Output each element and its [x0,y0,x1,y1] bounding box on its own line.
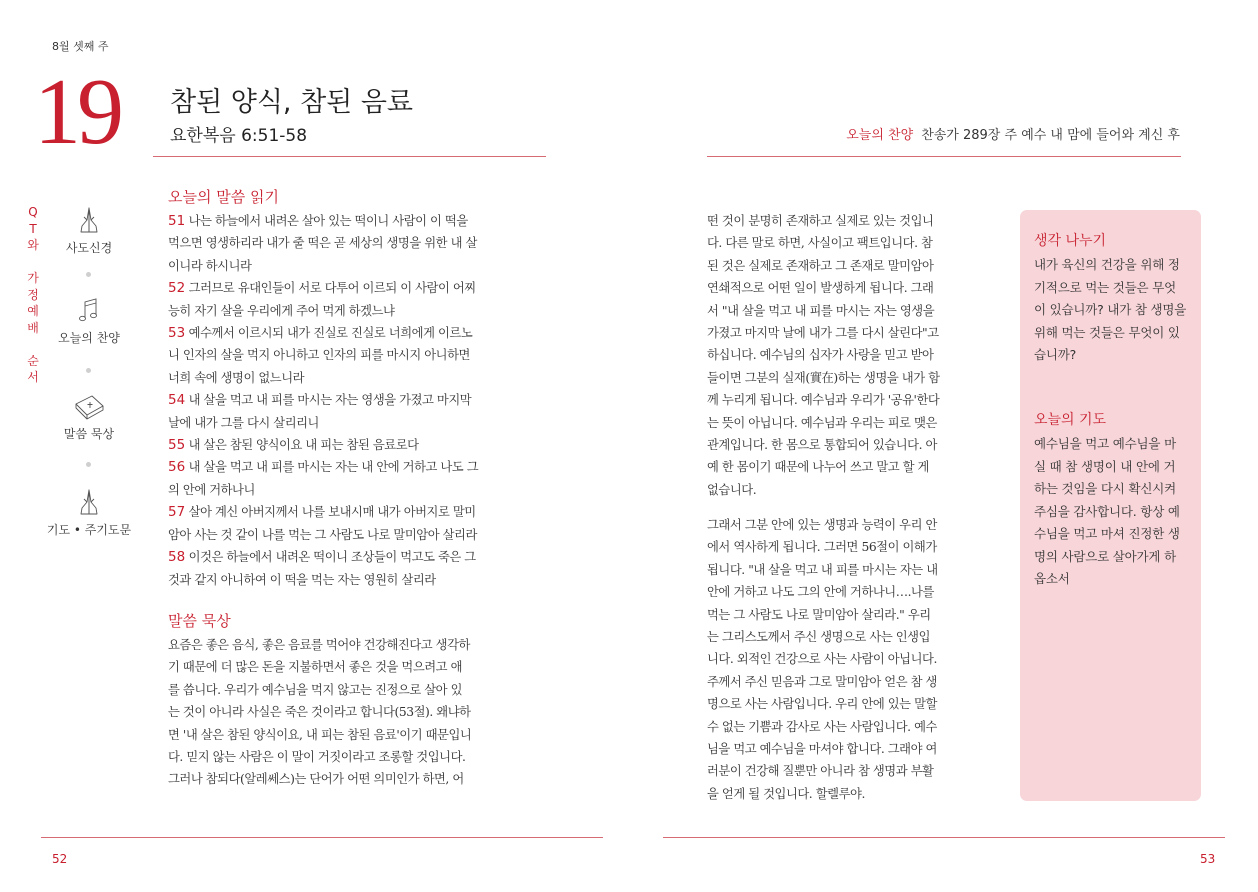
side-label-char: 순 [27,353,39,368]
prayer-line: 옵소서 [1034,571,1070,586]
sharing-heading: 생각 나누기 [1034,233,1107,249]
side-label-char: 와 [27,238,39,252]
meditation-line: 됩니다. "내 살을 먹고 내 피를 마시는 자는 내 [707,562,938,577]
verse-text: 의 안에 거하나니 [168,482,255,497]
meditation-line: 다. 다른 말로 하면, 사실이고 팩트입니다. 참 [707,236,933,251]
day-number: 19 [34,60,120,164]
meditation-paragraph-right-2 [707,514,997,805]
hymn-label: 오늘의 찬양 [846,128,914,143]
side-nav-apostles-creed [39,204,139,256]
meditation-line: 를 씁니다. 우리가 예수님을 먹지 않고는 진정으로 살아 있 [168,682,462,697]
praying-hands-icon [73,204,105,236]
verse-58 [168,546,548,591]
prayer-heading: 오늘의 기도 [1034,412,1107,428]
verse-53 [168,322,548,389]
meditation-line: 그래서 그분 안에 있는 생명과 능력이 우리 안 [707,518,937,532]
meditation-line: 는 것이 아니라 사실은 죽은 것이라고 합니다(53절). 왜냐하 [168,705,471,720]
meditation-line: 그러나 참되다(알레쎄스)는 단어가 어떤 의미인가 하면, 어 [168,772,464,787]
verse-text: 예수께서 이르시되 내가 진실로 진실로 너희에게 이르노 [185,326,473,341]
page-number-right: 53 [1200,852,1216,866]
hymn-divider [707,156,1181,157]
verse-52 [168,277,548,322]
meditation-line: 요즘은 좋은 음식, 좋은 음료를 먹어야 건강해진다고 생각하 [168,638,470,652]
side-nav-label: 사도신경 [65,241,113,255]
verse-number: 55 [168,437,186,454]
sharing-line: 위해 먹는 것들은 무엇이 있 [1034,324,1180,340]
verse-text: 이것은 하늘에서 내려온 떡이니 조상들이 먹고도 죽은 그 [185,550,476,565]
meditation-line: 는 뜻이 아닙니다. 예수님과 우리는 피로 맺은 [707,415,937,430]
footer-divider-left [41,837,603,838]
sharing-line: 기적으로 먹는 것들은 무엇 [1034,279,1176,295]
verse-text: 암아 사는 것 같이 나를 먹는 그 사람도 나로 말미암아 살리라 [168,527,477,542]
hymn-text: 찬송가 289장 주 예수 내 맘에 들어와 계신 후 [921,128,1180,143]
verse-list [168,210,548,591]
footer-divider-right [663,837,1225,838]
meditation-line: 니다. 외적인 건강으로 사는 사람이 아닙니다. [707,652,937,667]
verse-text: 내 살을 먹고 내 피를 마시는 자는 내 안에 거하고 나도 그 [185,460,479,475]
prayer-text [1034,433,1180,591]
nav-separator-dot [86,368,91,373]
week-label: 8월 셋째 주 [52,40,109,53]
prayer-line: 주심을 감사합니다. 항상 예 [1034,503,1180,519]
prayer-line: 수님을 먹고 마셔 진정한 생 [1034,526,1180,541]
verse-text: 능히 자기 살을 우리에게 주어 먹게 하겠느냐 [168,303,395,318]
verse-text: 날에 내가 그를 다시 살리리니 [168,415,319,430]
verse-number: 58 [168,549,186,566]
verse-number: 57 [168,504,186,521]
side-label-char [26,336,40,353]
meditation-paragraph-left [168,634,548,791]
meditation-line: 명으로 사는 사람입니다. 우리 안에 있는 말할 [707,697,937,712]
meditation-line: 님을 먹고 예수님을 마셔야 합니다. 그래야 여 [707,742,937,757]
side-nav-label: 말씀 묵상 [63,427,115,441]
meditation-line: 수 없는 기쁨과 감사로 사는 사람입니다. 예수 [707,719,937,734]
meditation-line: 다. 믿지 않는 사람은 이 말이 거짓이라고 조롱할 것입니다. [168,750,466,765]
praying-hands-icon [73,486,105,518]
verse-number: 53 [168,325,186,342]
page-number-left: 52 [52,852,68,866]
sharing-line: 이 있습니까? 내가 참 생명을 [1034,302,1187,317]
verse-text: 것과 같지 아니하여 이 떡을 먹는 자는 영원히 살리라 [168,572,436,587]
music-note-icon [73,296,105,326]
meditation-line: 된 것은 실제로 존재하고 그 존재로 말미암아 [707,258,934,273]
sharing-line: 내가 육신의 건강을 위해 정 [1034,257,1180,272]
meditation-line: 안에 거하고 나도 그의 안에 거하나니….나를 [707,585,934,600]
verse-text: 나는 하늘에서 내려온 살아 있는 떡이니 사람이 이 떡을 [185,214,468,228]
prayer-line: 하는 것임을 다시 확신시켜 [1034,481,1176,496]
verse-number: 51 [168,213,186,229]
bible-icon [72,392,106,422]
side-label-char: 배 [27,320,39,335]
verse-text: 살아 계신 아버지께서 나를 보내시매 내가 아버지로 말미 [185,505,476,520]
meditation-line: 주께서 주신 믿음과 그로 말미암아 얻은 참 생 [707,674,937,689]
verse-text: 이니라 하시니라 [168,258,252,273]
scripture-reference: 요한복음 6:51-58 [170,126,308,146]
sharing-questions [1034,254,1186,367]
side-label-char: 가 [27,271,39,285]
meditation-line: 연쇄적으로 어떤 일이 발생하게 됩니다. 그래 [707,281,934,296]
verse-56 [168,456,548,501]
meditation-line: 없습니다. [707,482,757,497]
meditation-line: 하십니다. 예수님의 십자가 사랑을 믿고 받아 [707,348,934,363]
meditation-line: 떤 것이 분명히 존재하고 실제로 있는 것입니 [707,214,934,228]
side-label-char: Q [28,205,38,219]
todays-hymn [846,124,1180,143]
meditation-heading: 말씀 묵상 [168,612,231,630]
meditation-paragraph-right-1 [707,210,997,501]
verse-text: 내 살을 먹고 내 피를 마시는 자는 영생을 가졌고 마지막 [185,393,472,408]
verse-text: 먹으면 영생하리라 내가 줄 떡은 곧 세상의 생명을 위한 내 살 [168,236,477,251]
prayer-line: 예수님을 먹고 예수님을 마 [1034,436,1176,451]
meditation-line: 기 때문에 더 많은 돈을 지불하면서 좋은 것을 먹으려고 애 [168,660,462,675]
meditation-line: 예 한 몸이기 때문에 나누어 쓰고 말고 할 게 [707,460,929,475]
meditation-line: 면 '내 살은 참된 양식이요, 내 피는 참된 음료'이기 때문입니 [168,727,472,742]
verse-51 [168,210,548,277]
verse-text: 내 살은 참된 양식이요 내 피는 참된 음료로다 [185,438,419,453]
side-label-char: 서 [27,370,39,384]
verse-number: 54 [168,392,186,409]
side-nav-label: 기도 • 주기도문 [46,523,132,537]
verse-number: 52 [168,280,186,297]
verse-text: 너희 속에 생명이 없느니라 [168,370,305,385]
side-nav-prayer-lords-prayer [39,486,139,538]
side-label-char: 정 [27,287,39,302]
prayer-line: 명의 사람으로 살아가게 하 [1034,548,1176,564]
meditation-line: 러분이 건강해 질뿐만 아니라 참 생명과 부활 [707,764,934,779]
verse-text: 그러므로 유대인들이 서로 다투어 이르되 이 사람이 어찌 [185,281,476,296]
side-nav-word-meditation [39,392,139,442]
verse-number: 56 [168,459,186,476]
sharing-line: 습니까? [1034,347,1077,362]
meditation-line: 을 얻게 될 것입니다. 할렐루야. [707,786,865,801]
side-nav-label: 오늘의 찬양 [58,331,120,345]
verse-57 [168,501,548,546]
prayer-line: 실 때 참 생명이 내 안에 거 [1034,458,1176,474]
side-nav-todays-hymn [39,296,139,346]
side-label-char [26,254,40,271]
meditation-line: 는 그리스도께서 주신 생명으로 사는 인생입 [707,630,931,645]
verse-55 [168,434,548,456]
meditation-line: 들이면 그분의 실재(實在)하는 생명을 내가 함 [707,370,940,385]
nav-separator-dot [86,462,91,467]
verse-text: 니 인자의 살을 먹지 아니하고 인자의 피를 마시지 아니하면 [168,348,470,363]
reading-heading: 오늘의 말씀 읽기 [168,188,279,206]
meditation-line: 께 누리게 됩니다. 예수님과 우리가 '공유'한다 [707,393,940,408]
page-title: 참된 양식, 참된 음료 [170,87,413,118]
meditation-line: 관계입니다. 한 몸으로 통합되어 있습니다. 아 [707,438,937,453]
title-divider [153,156,546,157]
side-label-char: 예 [27,304,39,318]
meditation-line: 가졌고 마지막 날에 내가 그를 다시 살린다"고 [707,326,939,341]
meditation-line: 먹는 그 사람도 나로 말미암아 살리라." 우리 [707,607,931,622]
verse-54 [168,389,548,434]
nav-separator-dot [86,272,91,277]
meditation-line: 에서 역사하게 됩니다. 그러면 56절이 이해가 [707,540,937,555]
side-label-char: T [29,221,37,236]
side-label-qt-family-worship [26,204,40,386]
meditation-line: 서 "내 살을 먹고 내 피를 마시는 자는 영생을 [707,303,935,318]
